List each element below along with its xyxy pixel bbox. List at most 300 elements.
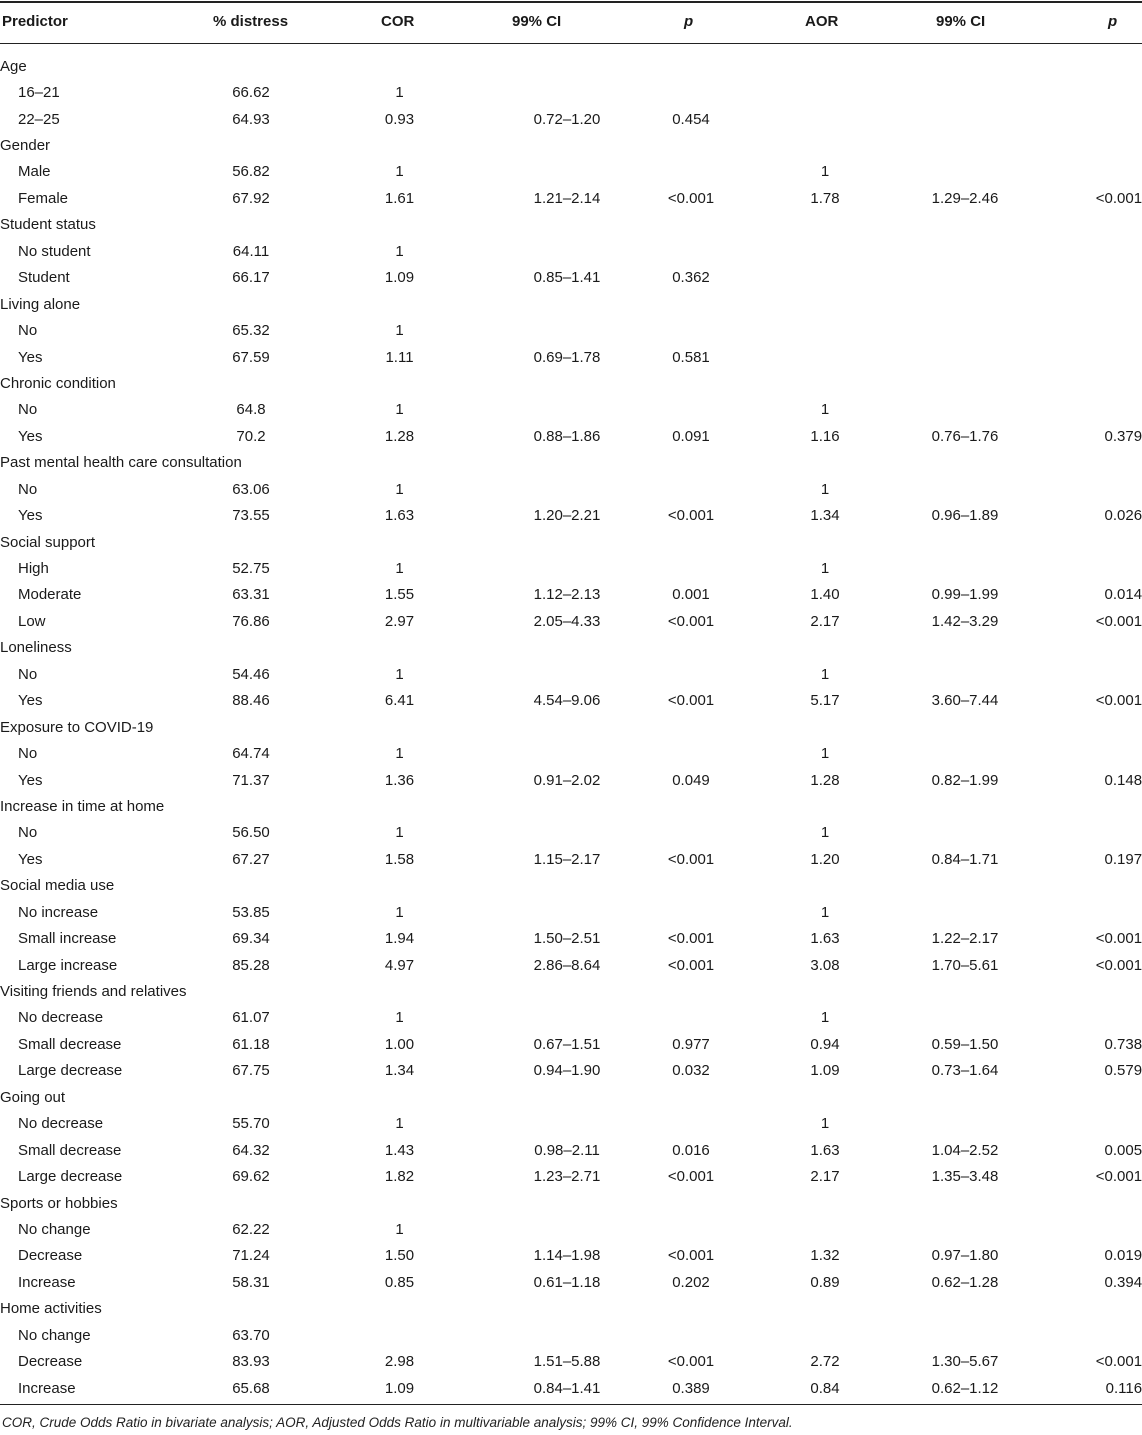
cor-cell: 1.28 (384, 427, 415, 445)
level-cell: Large decrease (18, 1062, 123, 1080)
aor-ci-cell: 0.99–1.99 (931, 586, 999, 604)
cor-cell: 1.82 (384, 1168, 415, 1186)
cor-cell: 1 (395, 824, 404, 842)
cor-cell: 4.97 (384, 956, 415, 974)
cor-ci-cell: 1.12–2.13 (533, 586, 601, 604)
aor-p-cell (1030, 1216, 1142, 1242)
aor-cell (750, 238, 900, 264)
cor-ci-cell (502, 79, 632, 105)
aor-p-cell: <0.001 (1095, 1353, 1142, 1371)
cor-ci-cell: 0.69–1.78 (533, 348, 601, 366)
aor-p-cell (1030, 344, 1142, 370)
cor-cell: 1 (395, 903, 404, 921)
cor-p-cell: <0.001 (667, 930, 715, 948)
level-cell: No change (18, 1220, 91, 1238)
header-cor-p: p (684, 13, 694, 30)
group-row (0, 212, 1142, 238)
aor-ci-cell: 0.97–1.80 (931, 1247, 999, 1265)
level-cell: Increase (18, 1379, 76, 1397)
group-row (0, 873, 1142, 899)
table-body (0, 53, 1142, 1401)
level-cell: Yes (18, 427, 43, 445)
aor-ci-cell: 1.29–2.46 (931, 189, 999, 207)
aor-cell: 0.84 (810, 1379, 840, 1397)
level-cell: Yes (18, 771, 43, 789)
aor-cell: 5.17 (810, 692, 840, 710)
cor-ci-cell (502, 1322, 632, 1348)
aor-ci-cell (900, 238, 1030, 264)
distress-cell: 85.28 (232, 956, 270, 974)
table-row (0, 661, 1142, 687)
distress-cell: 61.07 (232, 1009, 270, 1027)
aor-ci-cell (900, 1216, 1030, 1242)
cor-p-cell: 0.016 (672, 1141, 710, 1159)
cor-cell: 1 (395, 322, 404, 340)
cor-p-cell: 0.581 (672, 348, 710, 366)
group-row (0, 635, 1142, 661)
aor-ci-cell: 0.76–1.76 (931, 427, 999, 445)
cor-ci-cell: 1.23–2.71 (533, 1168, 601, 1186)
header-aor-p: p (1108, 13, 1118, 30)
table-row (0, 423, 1142, 449)
cor-p-cell: <0.001 (667, 612, 715, 630)
table-row (0, 397, 1142, 423)
level-cell: Small decrease (18, 1035, 122, 1053)
aor-cell: 1 (820, 560, 830, 578)
group-label: Increase in time at home (0, 797, 165, 815)
cor-ci-cell: 1.14–1.98 (533, 1247, 601, 1265)
table-row (0, 1348, 1142, 1374)
aor-cell (750, 106, 900, 132)
aor-ci-cell: 3.60–7.44 (931, 692, 999, 710)
cor-ci-cell: 0.98–2.11 (534, 1141, 600, 1159)
level-cell: 16–21 (18, 84, 60, 102)
cor-ci-cell (502, 899, 632, 925)
cor-ci-cell: 1.51–5.88 (533, 1353, 601, 1371)
aor-ci-cell (900, 555, 1030, 581)
distress-cell: 83.93 (232, 1353, 270, 1371)
distress-cell: 64.93 (232, 110, 270, 128)
aor-ci-cell (900, 476, 1030, 502)
group-row (0, 450, 1142, 476)
distress-cell: 71.24 (232, 1247, 270, 1265)
group-row (0, 1084, 1142, 1110)
cor-p-cell: 0.389 (672, 1379, 710, 1397)
aor-p-cell: 0.379 (1104, 427, 1142, 445)
header-predictor: Predictor (2, 13, 68, 30)
cor-p-cell (632, 820, 750, 846)
aor-cell: 1.40 (810, 586, 840, 604)
group-label: Student status (0, 216, 96, 234)
cor-ci-cell (502, 317, 632, 343)
header-cor: COR (381, 13, 415, 30)
aor-p-cell (1030, 476, 1142, 502)
level-cell: No decrease (18, 1009, 104, 1027)
cor-cell: 2.97 (384, 612, 415, 630)
cor-p-cell: 0.001 (672, 586, 710, 604)
distress-cell: 63.70 (232, 1326, 270, 1344)
aor-p-cell: <0.001 (1095, 956, 1142, 974)
aor-ci-cell (900, 159, 1030, 185)
aor-ci-cell: 1.70–5.61 (931, 956, 999, 974)
aor-p-cell: <0.001 (1095, 612, 1142, 630)
table-row (0, 608, 1142, 634)
level-cell: Yes (18, 348, 43, 366)
cor-cell: 1.63 (384, 507, 415, 525)
aor-p-cell (1030, 397, 1142, 423)
cor-p-cell (632, 397, 750, 423)
distress-cell: 69.34 (232, 930, 270, 948)
aor-ci-cell (900, 1322, 1030, 1348)
cor-cell: 1.09 (384, 269, 415, 287)
cor-ci-cell: 0.94–1.90 (533, 1062, 601, 1080)
table-row (0, 265, 1142, 291)
level-cell: No decrease (18, 1115, 104, 1133)
distress-cell: 67.92 (232, 189, 270, 207)
cor-cell: 0.93 (384, 110, 415, 128)
level-cell: No (18, 824, 38, 842)
cor-p-cell: 0.454 (672, 110, 710, 128)
aor-ci-cell: 1.42–3.29 (931, 612, 999, 630)
cor-cell: 1 (395, 401, 404, 419)
aor-p-cell: 0.005 (1104, 1141, 1142, 1159)
cor-ci-cell: 0.91–2.02 (533, 771, 601, 789)
cor-ci-cell: 0.85–1.41 (533, 269, 601, 287)
aor-cell: 1.78 (810, 189, 840, 207)
level-cell: Male (18, 163, 51, 181)
cor-p-cell (632, 899, 750, 925)
aor-ci-cell (900, 317, 1030, 343)
table-row (0, 1216, 1142, 1242)
level-cell: No (18, 745, 38, 763)
aor-ci-cell: 0.84–1.71 (931, 850, 999, 868)
aor-cell: 1.63 (810, 930, 840, 948)
distress-cell: 64.74 (232, 745, 270, 763)
distress-cell: 56.82 (232, 163, 270, 181)
cor-cell: 1 (395, 163, 404, 181)
level-cell: Yes (18, 850, 43, 868)
aor-p-cell (1030, 317, 1142, 343)
cor-cell: 1.50 (384, 1247, 415, 1265)
aor-ci-cell (900, 1005, 1030, 1031)
aor-p-cell (1030, 1111, 1142, 1137)
table-row (0, 502, 1142, 528)
cor-cell: 1.00 (384, 1035, 415, 1053)
cor-cell: 1 (395, 1009, 404, 1027)
cor-ci-cell: 4.54–9.06 (533, 692, 601, 710)
cor-p-cell (632, 740, 750, 766)
aor-p-cell: <0.001 (1095, 692, 1142, 710)
table-row (0, 952, 1142, 978)
table-row (0, 106, 1142, 132)
aor-cell: 2.72 (810, 1353, 840, 1371)
cor-p-cell: <0.001 (667, 692, 715, 710)
group-label: Going out (0, 1088, 66, 1106)
aor-ci-cell: 0.73–1.64 (931, 1062, 999, 1080)
cor-cell: 1 (395, 242, 404, 260)
aor-ci-cell: 1.22–2.17 (931, 930, 999, 948)
cor-ci-cell (502, 238, 632, 264)
level-cell: Large increase (18, 956, 118, 974)
cor-cell: 1 (395, 665, 404, 683)
distress-cell: 52.75 (232, 560, 270, 578)
cor-cell: 1.09 (384, 1379, 415, 1397)
table-row (0, 1322, 1142, 1348)
cor-ci-cell: 0.84–1.41 (533, 1379, 601, 1397)
distress-cell: 61.18 (232, 1035, 270, 1053)
cor-ci-cell: 0.61–1.18 (533, 1273, 601, 1291)
cor-ci-cell: 1.50–2.51 (533, 930, 601, 948)
cor-p-cell: <0.001 (667, 189, 715, 207)
table-row (0, 820, 1142, 846)
cor-cell: 1.36 (384, 771, 415, 789)
cor-p-cell: <0.001 (667, 1247, 715, 1265)
cor-p-cell (632, 79, 750, 105)
aor-cell: 1.09 (810, 1062, 840, 1080)
cor-p-cell: <0.001 (667, 850, 715, 868)
level-cell: No (18, 665, 38, 683)
table-row (0, 476, 1142, 502)
table-row (0, 185, 1142, 211)
cor-p-cell (632, 1216, 750, 1242)
distress-cell: 66.17 (232, 269, 270, 287)
header-distress: % distress (213, 13, 289, 30)
table-row (0, 925, 1142, 951)
aor-p-cell: 0.579 (1104, 1062, 1142, 1080)
distress-cell: 55.70 (232, 1115, 270, 1133)
cor-ci-cell (502, 661, 632, 687)
cor-ci-cell (502, 820, 632, 846)
aor-p-cell (1030, 899, 1142, 925)
cor-p-cell (632, 555, 750, 581)
cor-ci-cell (502, 1005, 632, 1031)
cor-ci-cell (502, 159, 632, 185)
distress-cell: 73.55 (232, 507, 270, 525)
aor-cell: 1.28 (810, 771, 840, 789)
table-row (0, 1375, 1142, 1401)
table-row (0, 317, 1142, 343)
cor-p-cell: 0.977 (672, 1035, 710, 1053)
cor-p-cell (632, 476, 750, 502)
aor-cell (750, 265, 900, 291)
table-row (0, 1031, 1142, 1057)
aor-ci-cell: 1.35–3.48 (931, 1168, 999, 1186)
cor-cell: 1.58 (384, 850, 415, 868)
cor-p-cell: 0.032 (672, 1062, 710, 1080)
cor-ci-cell (502, 1111, 632, 1137)
distress-cell: 70.2 (236, 427, 266, 445)
cor-p-cell: 0.362 (672, 269, 710, 287)
table-row (0, 159, 1142, 185)
aor-cell: 3.08 (810, 956, 840, 974)
table-row (0, 344, 1142, 370)
table-header-rule (0, 43, 1142, 44)
aor-ci-cell (900, 899, 1030, 925)
cor-ci-cell: 1.15–2.17 (533, 850, 601, 868)
distress-cell: 66.62 (232, 84, 270, 102)
aor-ci-cell (900, 344, 1030, 370)
cor-ci-cell (502, 555, 632, 581)
distress-cell: 56.50 (232, 824, 270, 842)
distress-cell: 58.31 (232, 1273, 270, 1291)
cor-p-cell: 0.202 (672, 1273, 710, 1291)
aor-cell: 1 (820, 665, 830, 683)
cor-p-cell (632, 1322, 750, 1348)
aor-p-cell: 0.116 (1105, 1379, 1142, 1397)
aor-cell: 0.89 (810, 1273, 840, 1291)
cor-p-cell (632, 1005, 750, 1031)
cor-cell: 1.55 (384, 586, 415, 604)
group-row (0, 1296, 1142, 1322)
cor-cell: 0.85 (384, 1273, 415, 1291)
aor-ci-cell: 0.82–1.99 (931, 771, 999, 789)
aor-ci-cell (900, 820, 1030, 846)
table-row (0, 238, 1142, 264)
cor-cell: 1 (395, 745, 404, 763)
distress-cell: 62.22 (232, 1220, 270, 1238)
level-cell: Student (18, 269, 70, 287)
table-footnote: COR, Crude Odds Ratio in bivariate analysis; AOR, Adjusted Odds Ratio in multivariable analysis; 99% CI, 99% Confidence Interval. (2, 1415, 793, 1430)
level-cell: 22–25 (18, 110, 60, 128)
aor-p-cell (1030, 159, 1142, 185)
cor-cell: 2.98 (384, 1353, 415, 1371)
aor-ci-cell (900, 740, 1030, 766)
aor-ci-cell (900, 106, 1030, 132)
distress-cell: 64.11 (232, 242, 270, 260)
group-label: Living alone (0, 295, 81, 313)
header-cor-ci: 99% CI (512, 13, 562, 30)
cor-p-cell: 0.091 (672, 427, 710, 445)
group-label: Past mental health care consultation (0, 454, 242, 472)
cor-cell (297, 1322, 502, 1348)
table-row (0, 1058, 1142, 1084)
group-row (0, 53, 1142, 79)
aor-p-cell: 0.026 (1104, 507, 1142, 525)
table-row (0, 767, 1142, 793)
level-cell: No student (18, 242, 91, 260)
distress-cell: 64.8 (236, 401, 266, 419)
cor-cell: 1.94 (384, 930, 415, 948)
aor-cell: 2.17 (810, 1168, 840, 1186)
cor-ci-cell: 1.21–2.14 (533, 189, 601, 207)
aor-ci-cell: 0.59–1.50 (931, 1035, 999, 1053)
group-label: Gender (0, 137, 51, 155)
level-cell: Decrease (18, 1353, 83, 1371)
distress-cell: 63.31 (232, 586, 270, 604)
aor-cell: 1 (820, 163, 830, 181)
cor-p-cell: 0.049 (672, 771, 710, 789)
aor-cell: 1 (820, 824, 830, 842)
distress-cell: 67.59 (232, 348, 270, 366)
level-cell: No change (18, 1326, 91, 1344)
table-row (0, 899, 1142, 925)
level-cell: Female (18, 189, 69, 207)
aor-cell: 1 (820, 480, 830, 498)
level-cell: Decrease (18, 1247, 83, 1265)
group-label: Exposure to COVID-19 (0, 718, 154, 736)
aor-p-cell: 0.738 (1104, 1035, 1142, 1053)
table-row (0, 1111, 1142, 1137)
aor-p-cell (1030, 1322, 1142, 1348)
distress-cell: 67.27 (232, 850, 270, 868)
cor-cell: 6.41 (384, 692, 415, 710)
aor-cell: 1 (820, 1009, 830, 1027)
cor-ci-cell: 2.05–4.33 (533, 612, 601, 630)
aor-cell: 1.34 (810, 507, 840, 525)
aor-cell: 1 (820, 1115, 830, 1133)
table-row (0, 1005, 1142, 1031)
group-label: Visiting friends and relatives (0, 983, 187, 1001)
distress-cell: 64.32 (232, 1141, 270, 1159)
table-row (0, 555, 1142, 581)
aor-cell (750, 344, 900, 370)
cor-ci-cell: 1.20–2.21 (533, 507, 601, 525)
aor-ci-cell (900, 1111, 1030, 1137)
cor-ci-cell: 0.72–1.20 (533, 110, 601, 128)
aor-p-cell: <0.001 (1095, 189, 1142, 207)
group-row (0, 714, 1142, 740)
cor-cell: 1.43 (384, 1141, 415, 1159)
level-cell: Small decrease (18, 1141, 122, 1159)
group-row (0, 370, 1142, 396)
cor-p-cell (632, 238, 750, 264)
aor-p-cell (1030, 661, 1142, 687)
aor-ci-cell: 0.62–1.12 (931, 1379, 999, 1397)
cor-cell: 1 (395, 84, 404, 102)
cor-cell: 1 (395, 480, 404, 498)
table-row (0, 688, 1142, 714)
aor-p-cell (1030, 1005, 1142, 1031)
aor-cell: 1.32 (810, 1247, 840, 1265)
group-label: Age (0, 57, 27, 75)
cor-p-cell (632, 661, 750, 687)
cor-cell: 1 (395, 1115, 404, 1133)
header-aor-ci: 99% CI (936, 13, 986, 30)
aor-p-cell (1030, 555, 1142, 581)
aor-p-cell: 0.148 (1104, 771, 1142, 789)
aor-cell: 0.94 (810, 1035, 840, 1053)
aor-cell (750, 1216, 900, 1242)
group-label: Social support (0, 533, 96, 551)
table-row (0, 1269, 1142, 1295)
level-cell: Yes (18, 692, 43, 710)
cor-p-cell: <0.001 (667, 507, 715, 525)
level-cell: Large decrease (18, 1168, 123, 1186)
aor-p-cell (1030, 740, 1142, 766)
group-row (0, 793, 1142, 819)
cor-p-cell: <0.001 (667, 1168, 715, 1186)
distress-cell: 69.62 (232, 1168, 270, 1186)
cor-p-cell: <0.001 (667, 956, 715, 974)
aor-cell (750, 317, 900, 343)
distress-cell: 53.85 (232, 903, 270, 921)
aor-ci-cell (900, 79, 1030, 105)
aor-ci-cell: 0.96–1.89 (931, 507, 999, 525)
aor-ci-cell: 0.62–1.28 (931, 1273, 999, 1291)
table-top-rule (0, 1, 1142, 3)
table-row (0, 1163, 1142, 1189)
aor-cell (750, 79, 900, 105)
table-row (0, 1137, 1142, 1163)
level-cell: No (18, 480, 38, 498)
cor-cell: 1.34 (384, 1062, 415, 1080)
aor-p-cell: 0.394 (1104, 1273, 1142, 1291)
aor-p-cell: 0.019 (1104, 1247, 1142, 1265)
group-row (0, 978, 1142, 1004)
cor-ci-cell: 0.67–1.51 (533, 1035, 601, 1053)
aor-cell: 1.63 (810, 1141, 840, 1159)
group-row (0, 132, 1142, 158)
